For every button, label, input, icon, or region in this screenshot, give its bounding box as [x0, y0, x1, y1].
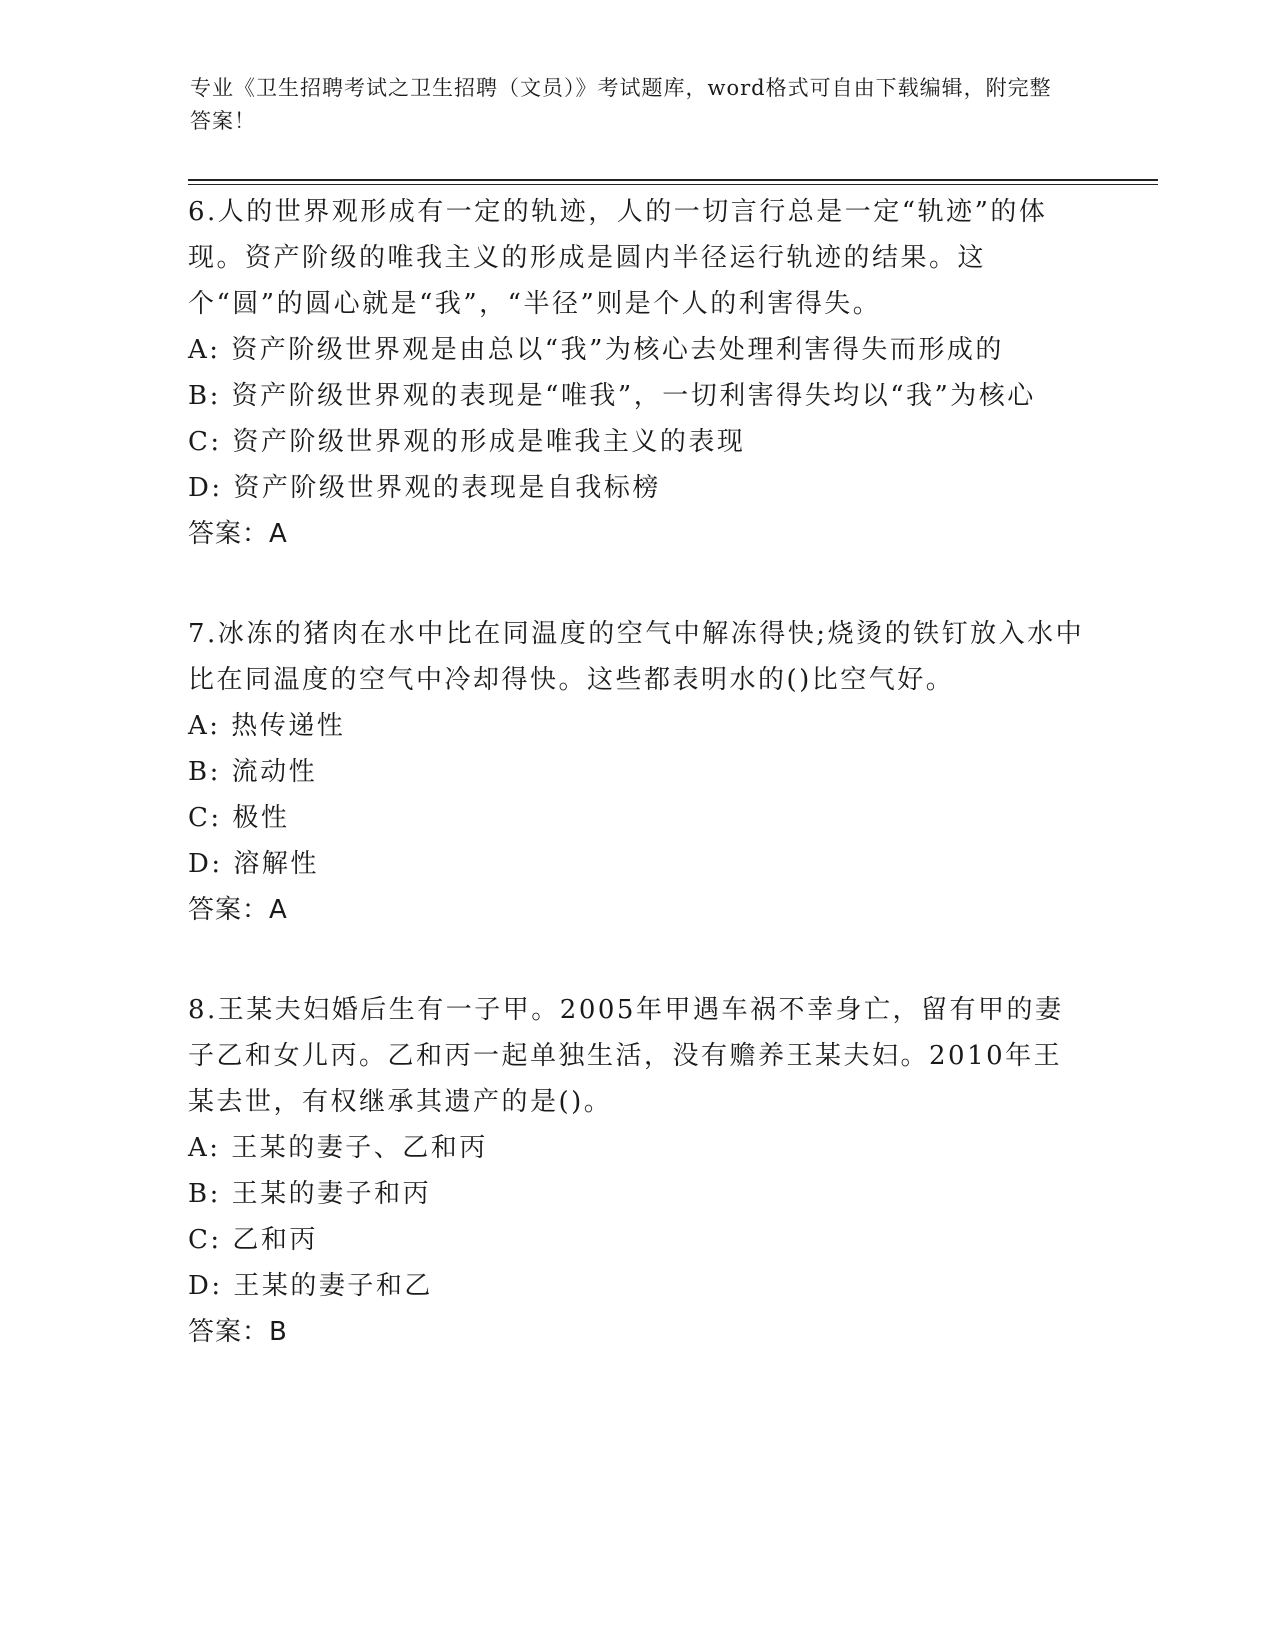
question-6: [188, 189, 1088, 557]
option-d: D: 资产阶级世界观的表现是自我标榜: [188, 473, 661, 503]
option-b: B: 流动性: [188, 757, 318, 787]
option-d: D: 王某的妻子和乙: [188, 1271, 433, 1301]
answer-line: 答案：A: [188, 895, 288, 925]
document-header: 专业《卫生招聘考试之卫生招聘（文员）》考试题库，word格式可自由下载编辑，附完整答案！: [190, 76, 1052, 133]
question-list: [188, 189, 1088, 1409]
answer-line: 答案：B: [188, 1317, 288, 1347]
option-a: A: 资产阶级世界观是由总以“我”为核心去处理利害得失而形成的: [188, 335, 1004, 365]
question-stem: 7.冰冻的猪肉在水中比在同温度的空气中解冻得快;烧烫的铁钉放入水中比在同温度的空气中冷却得快。这些都表明水的()比空气好。: [188, 619, 1085, 695]
question-stem: 6.人的世界观形成有一定的轨迹，人的一切言行总是一定“轨迹”的体现。资产阶级的唯我主义的形成是圆内半径运行轨迹的结果。这个“圆”的圆心就是“我”，“半径”则是个人的利害得失。: [188, 197, 1048, 319]
header-rule-thick: [188, 179, 1158, 181]
option-c: C: 极性: [188, 803, 290, 833]
option-a: A: 热传递性: [188, 711, 346, 741]
question-stem: 8.王某夫妇婚后生有一子甲。2005年甲遇车祸不幸身亡，留有甲的妻子乙和女儿丙。乙和丙一起单独生活，没有赡养王某夫妇。2010年王某去世，有权继承其遗产的是()。: [188, 995, 1064, 1117]
option-d: D: 溶解性: [188, 849, 319, 879]
option-c: C: 乙和丙: [188, 1225, 318, 1255]
option-b: B: 资产阶级世界观的表现是“唯我”，一切利害得失均以“我”为核心: [188, 381, 1036, 411]
question-7: [188, 611, 1088, 933]
option-a: A: 王某的妻子、乙和丙: [188, 1133, 488, 1163]
option-c: C: 资产阶级世界观的形成是唯我主义的表现: [188, 427, 746, 457]
header-rule-thin: [188, 184, 1158, 185]
option-b: B: 王某的妻子和丙: [188, 1179, 432, 1209]
answer-line: 答案：A: [188, 519, 288, 549]
question-8: [188, 987, 1088, 1355]
